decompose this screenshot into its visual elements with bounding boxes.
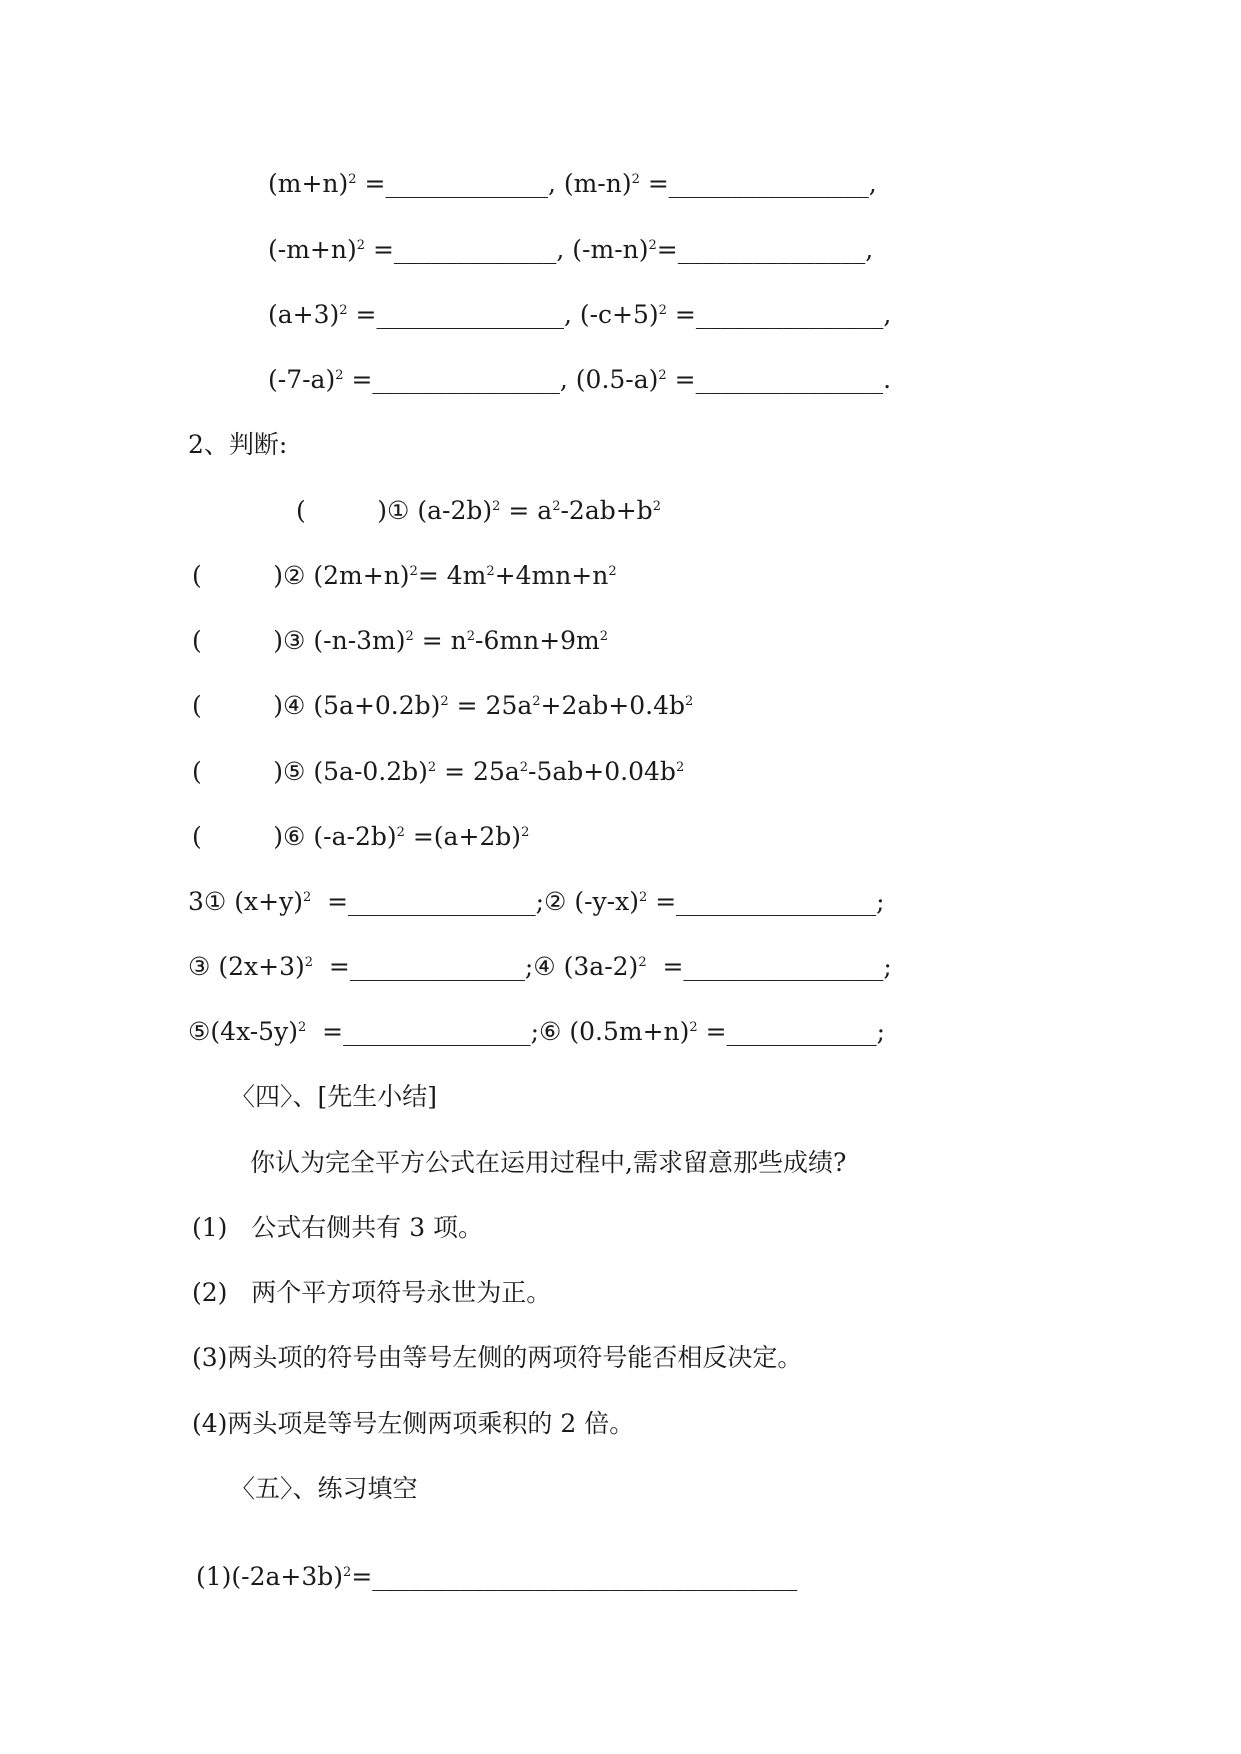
section-2-heading: 2、判断:: [188, 430, 288, 459]
fill-line-3: $(a+3)^2$ =_______________, $(-c+5)^2$ =_______________,: [268, 300, 892, 329]
practice-item-1: $(1)(-2a+3b)^2=\_\_\_\_\_\_\_\_\_\_\_\_\_\_\_\_\_\_\_\_\_\_\_\_\_\_\_\_\_\_\_\_\_\_$: [196, 1562, 798, 1591]
exercise-3-line-2: ③ $(2x+3)^2$ =______________;④ $(3a-2)^2$ =________________;: [188, 952, 892, 981]
summary-question: 你认为完全平方公式在运用过程中,需求留意那些成绩?: [250, 1148, 847, 1177]
fill-line-1: $(m+n)^2$ =_____________, $(m-n)^2$ =________________,: [268, 169, 877, 198]
summary-heading: 〈四〉、[先生小结]: [230, 1082, 438, 1111]
judge-item-5: ( )⑤ $(5a-0.2b)^2 = 25a^2-5ab+0.04b^2$: [192, 757, 685, 786]
summary-point-2: (2) 两个平方项符号永世为正。: [192, 1278, 552, 1307]
exercise-3-line-1: 3① $(x+y)^2$ =_______________;② $(-y-x)^2$ =________________;: [188, 887, 885, 916]
judge-item-6: ( )⑥ $(-a-2b)^2 =(a+2b)^2$: [192, 822, 530, 851]
fill-line-2: $(-m+n)^2$ =_____________, $(-m-n)^2=\_\_\_\_\_\_\_\_\_\_\_\_\_\_\_$,: [268, 235, 874, 264]
summary-point-3: (3)两头项的符号由等号左侧的两项符号能否相反决定。: [192, 1343, 803, 1372]
judge-item-2: ( )② $(2m+n)^2= 4m^2+4mn+n^2$: [192, 561, 617, 590]
judge-item-3: ( )③ $(-n-3m)^2 = n^2-6mn+9m^2$: [192, 626, 609, 655]
practice-heading: 〈五〉、练习填空: [230, 1474, 418, 1503]
exercise-3-line-3: $⑤(4x-5y)^2$ =_______________;⑥ $(0.5m+n)^2$ =____________;: [188, 1017, 886, 1046]
summary-point-4: (4)两头项是等号左侧两项乘积的 2 倍。: [192, 1409, 635, 1438]
judge-item-1: ( )① $(a-2b)^2 = a^2-2ab+b^2$: [296, 496, 661, 525]
judge-item-4: ( )④ $(5a+0.2b)^2 = 25a^2+2ab+0.4b^2$: [192, 691, 694, 720]
summary-point-1: (1) 公式右侧共有 3 项。: [192, 1213, 484, 1242]
fill-line-4: $(-7-a)^2$ =_______________, $(0.5-a)^2$ =_______________.: [268, 365, 892, 394]
